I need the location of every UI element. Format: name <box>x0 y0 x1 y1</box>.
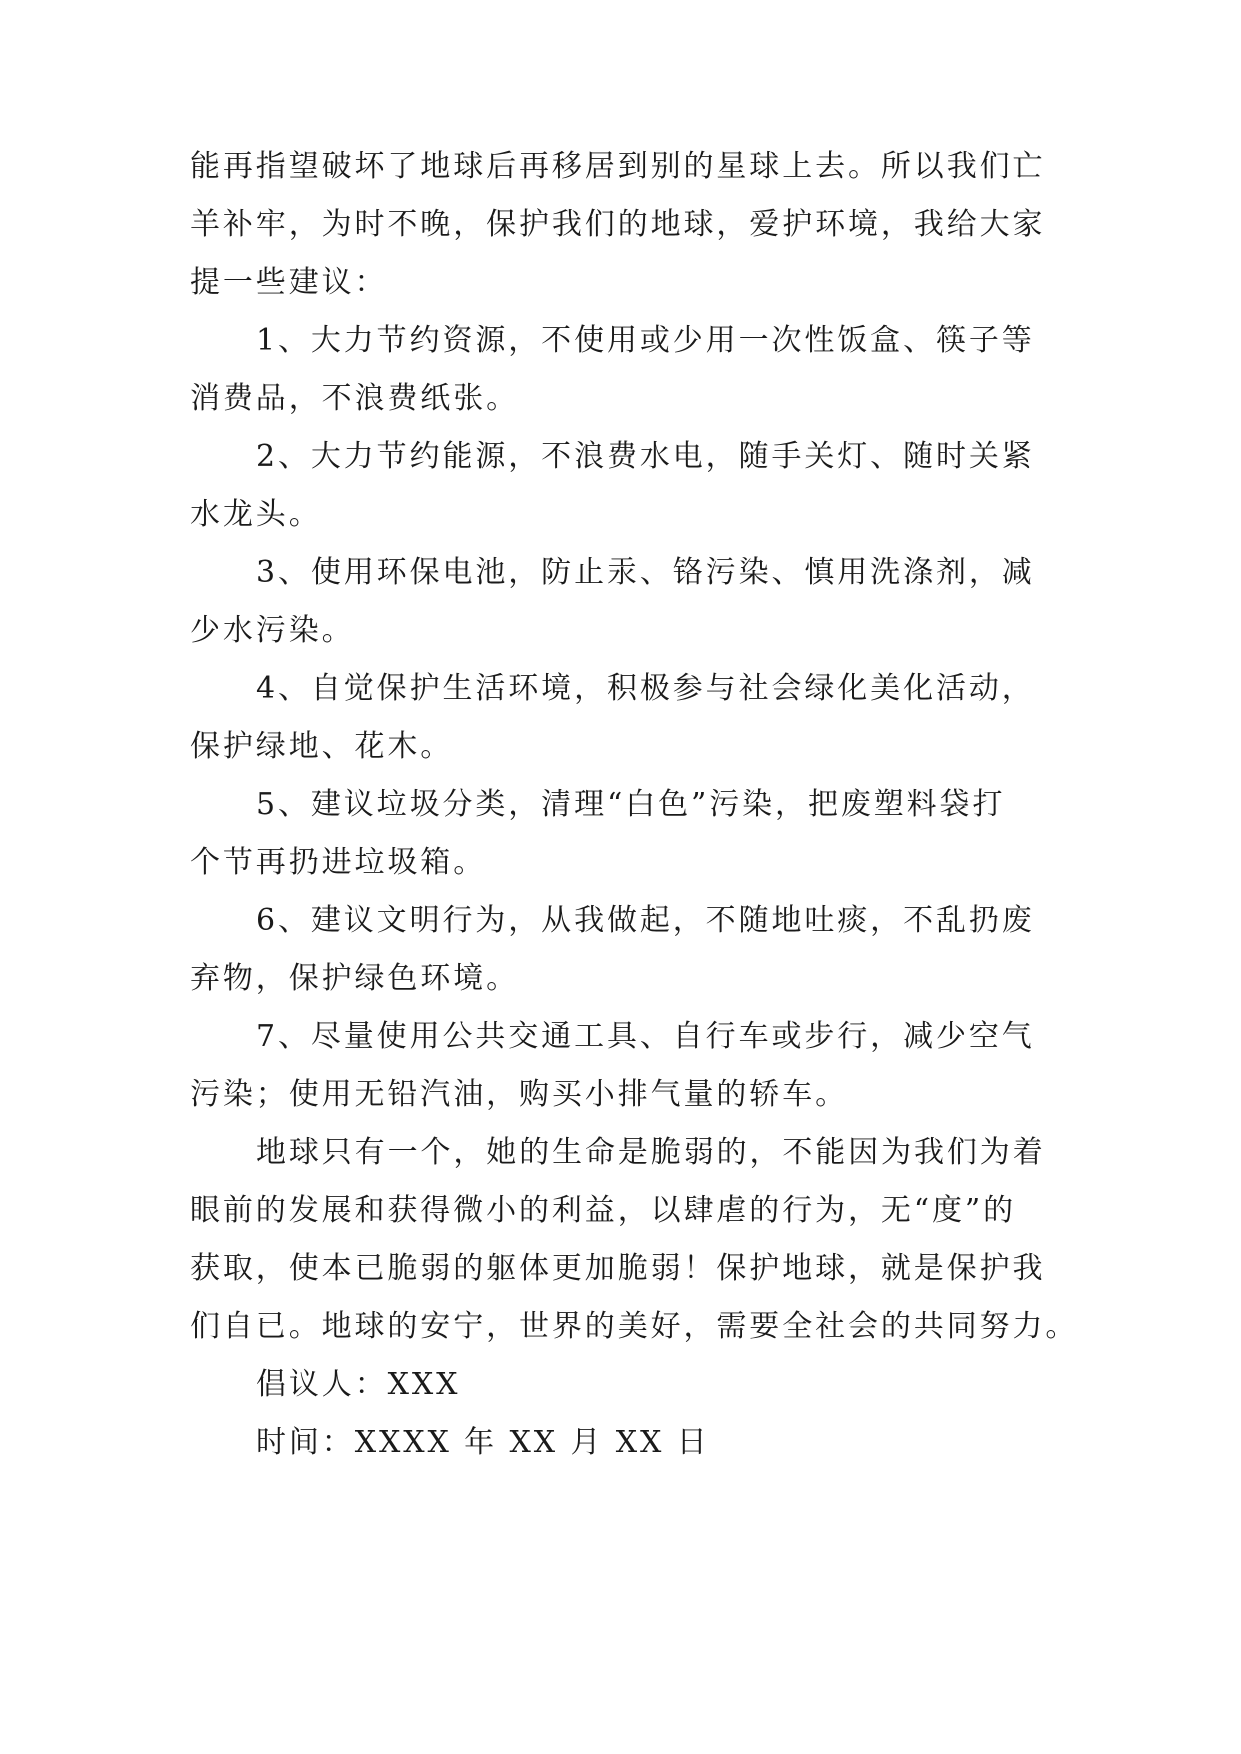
item-2-line-2: 水龙头。 <box>190 497 322 532</box>
document-body <box>190 138 1079 1472</box>
item-1-line-1: 1、大力节约资源，不使用或少用一次性饭盒、筷子等 <box>256 323 1035 358</box>
item-6-line-1: 6、建议文明行为，从我做起，不随地吐痰，不乱扔废 <box>256 903 1035 938</box>
date-line: 时间：XXXX 年 XX 月 XX 日 <box>256 1425 710 1460</box>
closing-line-2: 眼前的发展和获得微小的利益，以肆虐的行为，无“度”的 <box>190 1193 1017 1228</box>
closing-line-4: 们自已。地球的安宁，世界的美好，需要全社会的共同努力。 <box>190 1309 1079 1344</box>
item-6-line-2: 弃物，保护绿色环境。 <box>190 961 519 996</box>
intro-line-2: 羊补牢，为时不晚，保护我们的地球，爱护环境，我给大家 <box>190 207 1046 242</box>
item-3-line-2: 少水污染。 <box>190 613 355 648</box>
item-4-line-1: 4、自觉保护生活环境，积极参与社会绿化美化活动， <box>256 671 1035 706</box>
intro-line-3: 提一些建议： <box>190 265 388 300</box>
item-3-line-1: 3、使用环保电池，防止汞、铬污染、慎用洗涤剂，减 <box>256 555 1035 590</box>
item-7-line-1: 7、尽量使用公共交通工具、自行车或步行，减少空气 <box>256 1019 1035 1054</box>
item-1-line-2: 消费品，不浪费纸张。 <box>190 381 519 416</box>
item-5-line-2: 个节再扔进垃圾箱。 <box>190 845 487 880</box>
signer-line: 倡议人：XXX <box>256 1367 461 1402</box>
closing-line-1: 地球只有一个，她的生命是脆弱的，不能因为我们为着 <box>256 1135 1046 1170</box>
item-2-line-1: 2、大力节约能源，不浪费水电，随手关灯、随时关紧 <box>256 439 1035 474</box>
item-5-line-1: 5、建议垃圾分类，清理“白色”污染，把废塑料袋打 <box>256 787 1006 822</box>
item-4-line-2: 保护绿地、花木。 <box>190 729 454 764</box>
closing-line-3: 获取，使本已脆弱的躯体更加脆弱！保护地球，就是保护我 <box>190 1251 1046 1286</box>
item-7-line-2: 污染；使用无铅汽油，购买小排气量的轿车。 <box>190 1077 848 1112</box>
intro-line-1: 能再指望破坏了地球后再移居到别的星球上去。所以我们亡 <box>190 149 1046 184</box>
